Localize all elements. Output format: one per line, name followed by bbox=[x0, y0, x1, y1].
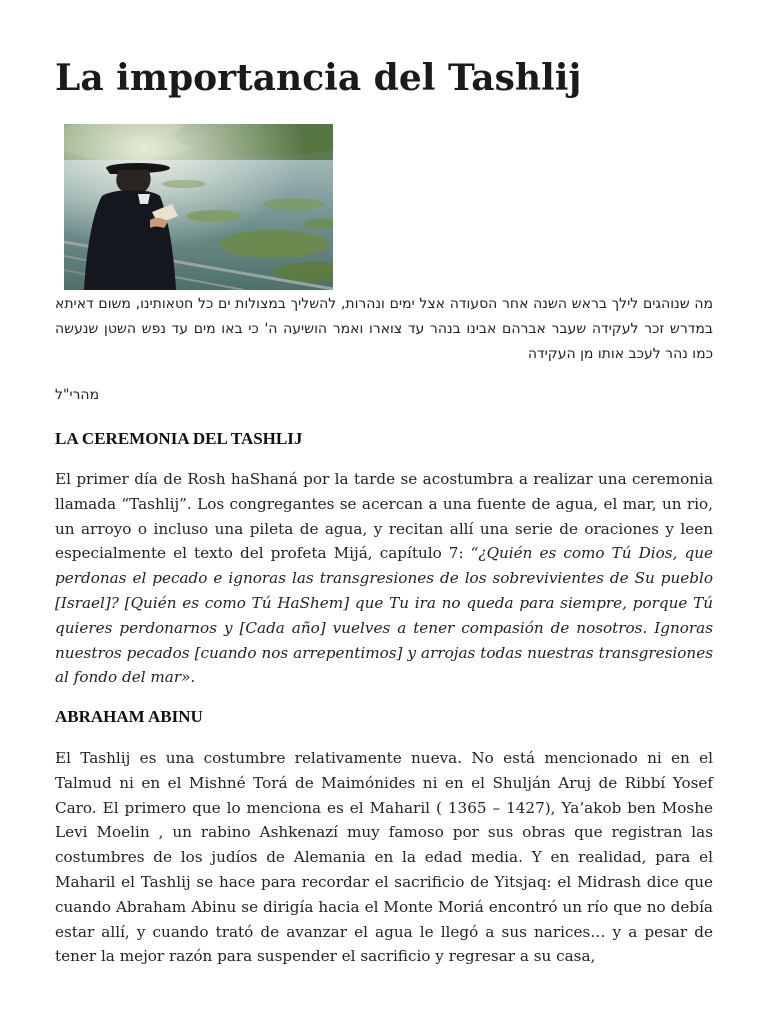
section-paragraph-abraham: El Tashlij es una costumbre relativamente nueva. No está mencionado ni en el Talmud ni en el Mishné Torá de Maimónides ni en el Shulján Aruj de Ribbí Yosef Caro. El primero que lo menciona es el Maharil ( 1365 – 1427), Ya’akob ben Moshe Levi Moelin , un rabino Ashkenazí muy famoso por sus obras que registran las costumbres de los judíos de Alemania en la edad media. Y en realidad, para el Maharil el Tashlij se hace para recordar el sacrificio de Yitsjaq: el Midrash dice que cuando Abraham Abinu se dirigía hacia el Monte Moriá encontró un río que no debía estar allí, y cuando trató de avanzar el agua le llegó a sus narices… y a pesar de tener la mejor razón para suspender el sacrificio y regresar a su casa, bbox=[55, 749, 713, 966]
paragraph-intro: El primer día de Rosh haShaná por la tarde se acostumbra a realizar una ceremonia llamada “Tashlij”. Los congregantes se acercan a una fuente de agua, el mar, un rio, un arroyo o incluso una pileta de agua, y recitan allí una serie de oraciones y leen especialmente el texto del profeta Mijá, capítulo 7: bbox=[55, 470, 713, 563]
hebrew-quote-text: מה שנוהגים לילך בראש השנה אחר הסעודה אצל ימים ונהרות, להשליך במצולות ים כל חטאותינו, משום דאיתא במדרש זכר לעקידה שעבר אברהם אבינו בנהר עד צוארו ואמר הושיעה ה' כי באו מים עד נפש השטן שנעשה כמו נהר לעכב אותו מן העקידה bbox=[55, 296, 713, 362]
section-heading-abraham: ABRAHAM ABINU bbox=[55, 707, 203, 726]
hebrew-source: מהרי"ל bbox=[55, 387, 100, 403]
section-heading-ceremonia: LA CEREMONIA DEL TASHLIJ bbox=[55, 429, 303, 448]
hebrew-quote bbox=[55, 292, 713, 367]
article-photo bbox=[64, 124, 333, 290]
page-title: La importancia del Tashlij bbox=[55, 57, 582, 99]
section-paragraph-ceremonia bbox=[55, 467, 713, 690]
paragraph-quote: “¿Quién es como Tú Dios, que perdonas el pecado e ignoras las transgresiones de los sobrevivientes de Su pueblo [Israel]? [Quién es como Tú HaShem] que Tu ira no queda para siempre, porque Tú quieres perdonarnos y [Cada año] vuelves a tener compasión de nosotros. Ignoras nuestros pecados [cuando nos arrepentimos] y arrojas todas nuestras transgresiones al fondo del mar». bbox=[55, 544, 713, 687]
photo-illustration bbox=[64, 124, 333, 290]
